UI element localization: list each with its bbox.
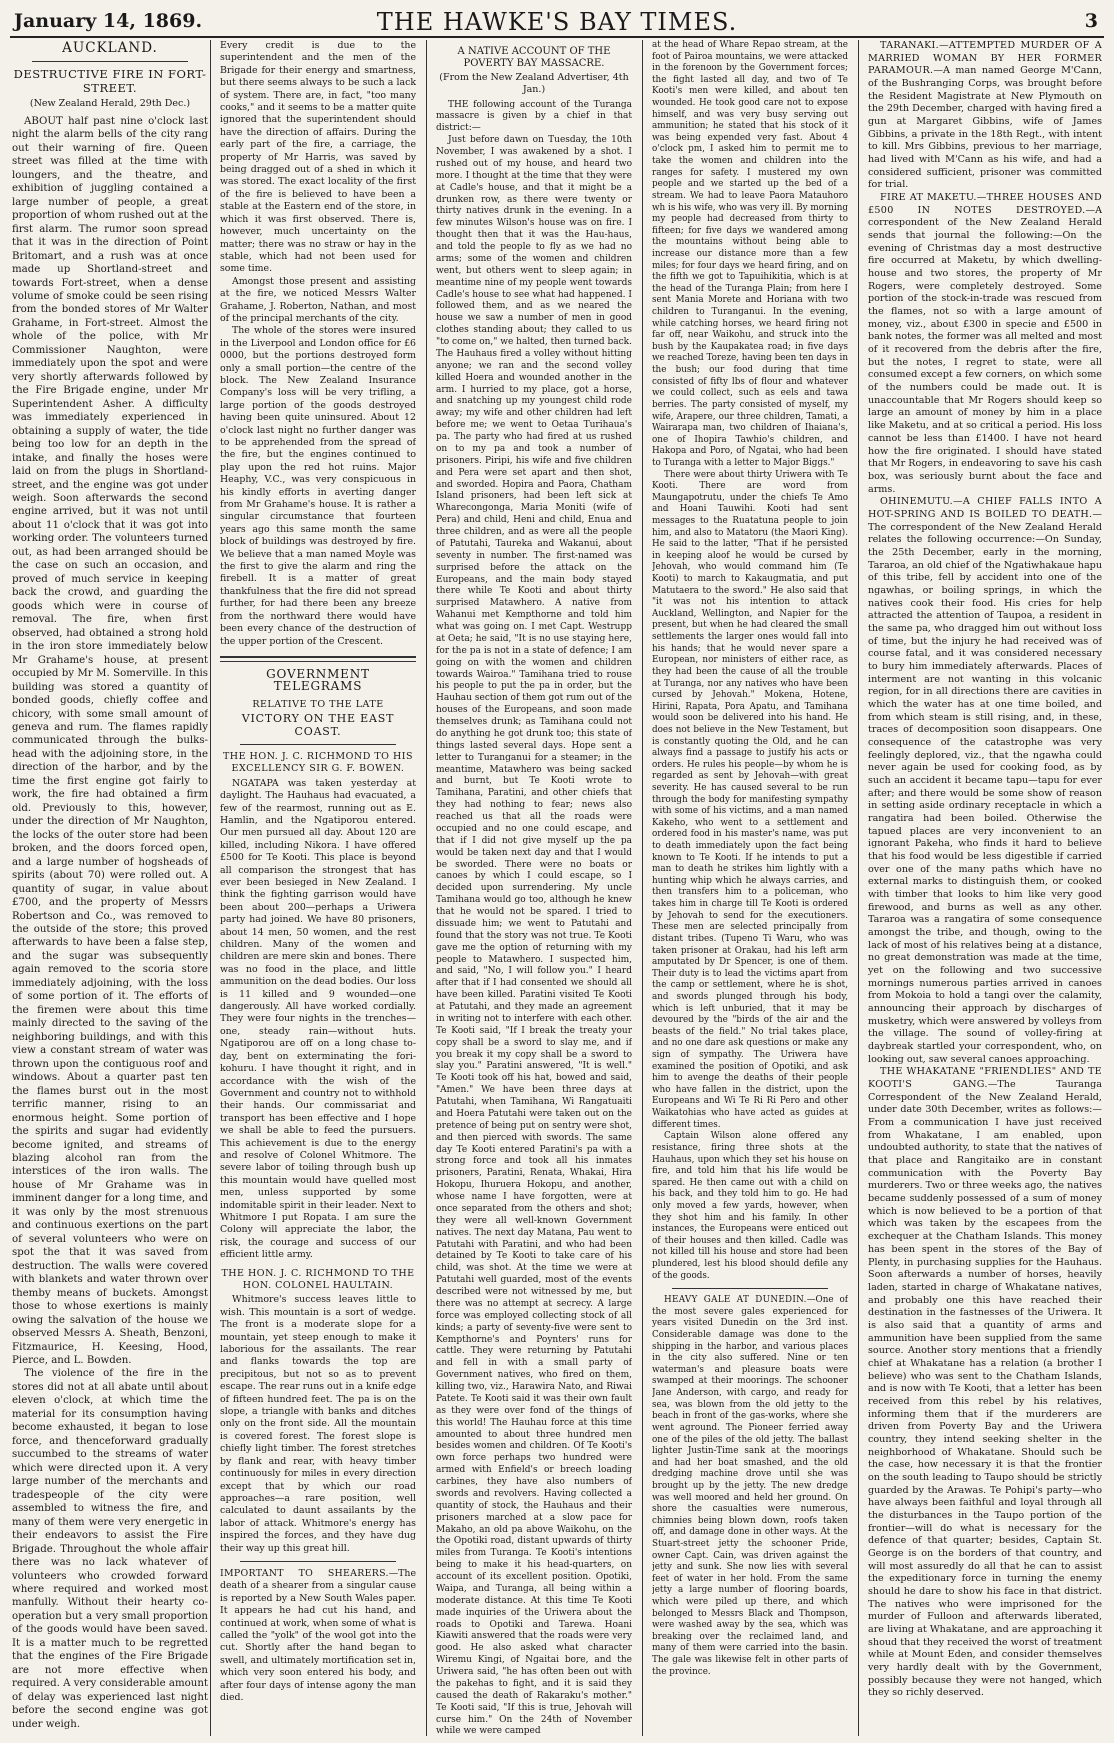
article-text: —The death of a shearer from a singular cause is reported by a New South Wales paper. It appears he had cut his hand, and continued at work, when some of what is called the "yolk" of the wool got into the cut. Shortly after the hand began to swell, and ultimately mortification set in, which very soon entered his body, and after four days of intense agony the man died. — [220, 1567, 416, 1703]
article-source: (New Zealand Herald, 29th Dec.) — [29, 98, 191, 110]
column-4 — [652, 40, 848, 1738]
article-paragraph: Every credit is due to the superintendent and the men of the Brigade for their energy and smartness, but there seems always to be such a lack of system. There are, in fact, "too many cooks," and it seems to be a matter quite ignored that the superintendent should have the direction of affairs. During the early part of the fire, a carriage, the property of Mr Harris, was saved by being dragged out of a shed in which it was stored. The exact locality of the first of the fire is believed to have been a stable at the Eastern end of the store, in which it was first observed. There is, however, much uncertainty on the matter; there was no straw or hay in the stable, which had not been used for some time. — [220, 40, 416, 275]
article-paragraph: THE following account of the Turanga massacre is given by a chief in that district:— — [436, 99, 632, 134]
paragraph-label: HEAVY GALE AT DUNEDIN. — [664, 1295, 807, 1306]
section-heading-auckland: AUCKLAND. — [62, 40, 158, 56]
paragraph-label: THE WHAKATANE "FRIENDLIES" AND TE KOOTI'S GANG. — [868, 1066, 1102, 1091]
double-rule — [220, 656, 416, 662]
article-text: —The Tauranga Correspondent of the New Zealand Herald, under date 30th December, writes as follows:—From a communication I have just received from Whakatane, I am enabled, upon undoubted authority, to state that the natives of that place and Rangitaiko are in constant communication with the Poverty Bay murderers. Two or three weeks ago, the natives became suddenly possessed of a sum of money which is now believed to be a portion of that which was taken by the escapees from the exchequer at the Chatham Islands. This money has been spent in the stores of the Bay of Plenty, in purchasing supplies for the Hauhaus. Soon afterwards a number of horses, heavily laden, started in charge of Whakatane natives, and probably one this have reached their destination in the fastnesses of the Uriwera. It is also said that a quantity of arms and ammunition have been supplied from the same source. Another story mentions that a friendly chief at Whakatane has a relation (a brother I believe) who was sent to the Chatham Islands, and is now with Te Kooti, that a letter has been received from this rebel by his relatives, informing them that if the murderers are driven from Poverty Bay and the Uriwera country, they intend seeking shelter in the neighborhood of Whakatane. Should such be the case, how necessary it is that the frontier on the south leading to Taupo should be strictly guarded by the Arawas. Te Pohipi's party—who have always been faithful and loyal through all the disturbances in the Taupo portion of the frontier—will do what is necessary for the defence of that quarter; besides, Captain St. George is on the borders of that country, and will most assuredly do all that he can to assist the expeditionary force in turning the enemy should he dare to show his face in that district. The natives who were imprisoned for the murder of Fulloon and afterwards liberated, are living at Whakatane, and are approaching it shoud that they received the worst of treatment while at Mount Eden, and consider themselves very hardly dealt with by the Government, possibly because they were not hanged, which they so richly deserved. — [868, 1079, 1102, 1699]
article-paragraph: Captain Wilson alone offered any resistance, firing three shots at the Hauhaus, upon which they set his house on fire, and told him that his life would be spared. He then came out with a child on his back, and they told him to go. He had only moved a few yards, however, when they shot him and his family. In other instances, the Europeans were enticed out of their houses and then killed. Cadle was not killed till his house and store had been plundered, lest his blood should defile any of the goods. — [652, 1131, 848, 1281]
article-gale — [652, 1295, 848, 1678]
telegram-sender: THE HON. J. C. RICHMOND TO HIS EXCELLENCY SIR G. F. BOWEN. — [222, 750, 414, 775]
article-shearers — [220, 1568, 416, 1704]
paragraph-label: FIRE AT MAKETU.—THREE HOUSES AND £500 IN NOTES DESTROYED. — [868, 192, 1102, 216]
column-3 — [436, 40, 632, 1738]
article-taranaki — [868, 40, 1102, 192]
divider — [672, 1288, 828, 1289]
article-text: —A correspondent of the New Zealand Herald sends that journal the following:—On the evening of Christmas day a most destructive fire occurred at Maketu, by which dwelling-house and two stores, the property of Mr Rogers, were completely destroyed. Some portion of the stock-in-trade was rescued from the flames, not so with a large amount of money, viz., about £300 in specie and £500 in bank notes, the former was all melted and most of it recovered from the debris after the fire, but the notes, I regret to state, were all consumed except a few corners, on which some of the numbers could be made out. It is unaccountable that Mr Rogers should keep so large an amount of money by him in a place like Maketu, and at so critical a period. His loss cannot be less than £1400. I have not heard how the fire originated. I should have stated that Mr Rogers, in endeavoring to save his cash box, was seriously burnt about the face and arms. — [868, 204, 1102, 495]
article-text: —One of the most severe gales experienced for years visited Dunedin on the 3rd inst. Considerable damage was done to the shipping in the harbor, and various places in the city also suffered. Nine or ten waterman's and pleasure boats were swamped at their moorings. The schooner Jane Anderson, with cargo, and ready for sea, was blown from the old jetty to the beach in front of the gas-works, where she went aground. The Pioneer ferried away one of the piles of the old jetty. The ballast lighter Justin-Time sank at the moorings and had her boat smashed, and the old dredging machine drove until she was brought up by the jetty. The new dredge was well moored and held her ground. On shore the casualties were numerous, chimnies being blown down, roofs taken off, and damage done in other ways. At the Stuart-street jetty the schooner Pride, owner Capt. Cain, was driven against the jetty and sunk. She now lies with several feet of water in her hold. From the same jetty a large number of flooring boards, which were piled up there, and which belonged to Messrs Black and Thompson, were washed away by the sea, which was breaking over the reclaimed land, and many of them were carried into the basin. The gale was likewise felt in other parts of the province. — [652, 1295, 848, 1677]
telegram-body: Whitmore's success leaves little to wish. This mountain is a sort of wedge. The front is a moderate slope for a mountain, yet steep enough to make it laborious for the assailants. The rear and flanks towards the top are precipitous, but not so as to prevent escape. The rear runs out in a knife edge of fifteen hundred feet. The pa is on the slope, a triangle with banks and ditches only on the front side. All the mountain is covered forest. The forest slope is chiefly light timber. The forest stretches by flank and rear, with heavy timber continuously for miles in every direction except that by which our road approaches—a rare position, well calculated to daunt assailants by the labor of attack. Whitmore's energy has inspired the forces, and they have dug their way up this great hill. — [220, 1294, 416, 1554]
issue-date: January 14, 1869. — [14, 10, 203, 32]
article-paragraph: Amongst those present and assisting at the fire, we noticed Messrs Walter Grahame, J. Roberton, Nathan, and most of the principal merchants of the city. — [220, 275, 416, 324]
page-number: 3 — [1084, 10, 1098, 32]
article-paragraph: The whole of the stores were insured in the Liverpool and London office for £6 0000, but the portions destroyed form only a small portion—the centre of the block. The New Zealand Insurance Company's loss will be very trifling, a large portion of the goods destroyed having been quite uninsured. About 12 o'clock last night no further danger was to be apprehended from the spread of the fire, but the engines continued to play upon the red hot ruins. Major Heaphy, V.C., was very conspicuous in his kindly efforts in averting danger from Mr Grahame's house. It is rather a singular circumstance that fourteen years ago this same month the same block of buildings was destroyed by fire. We believe that a man named Moyle was the first to give the alarm and ring the firebell. It is a matter of great thankfulness that the fire did not spread further, for had there been any breeze from the northward there would have been every chance of the destruction of the upper portion of the Crescent. — [220, 325, 416, 647]
article-paragraph: ABOUT half past nine o'clock last night the alarm bells of the city rang out their warning of fire. Queen street was filled at the time with loungers, and the theatre, and exhibition of juggling contained a large number of people, a great proportion of whom rushed out at the first alarm. The rumor soon spread that it was in the direction of Point Britomart, and a rush was at once made up Shortland-street and towards Fort-street, when a dense volume of smoke could be seen rising from the bonded stores of Mr Walter Grahame, in Fort-street. Almost the whole of the police, with Mr Commissioner Naughton, were immediately upon the spot and were very shortly afterwards followed by the Fire Brigade engine, under Mr Superintendent Asher. A difficulty was immediately experienced in obtaining a supply of water, the tide being too low for an depth in the intake, and finally the hoses were laid on from the plugs in Shortland-street, and the engine was got under weigh. Soon afterwards the second engine arrived, but it was not until about 11 o'clock that it was got into working order. The volunteers turned out, as had been arranged should be the case on such an occasion, and proved of much service in keeping back the crowd, and guarding the goods which were in course of removal. The fire, when first observed, had obtained a strong hold in the iron store immediately below Mr Grahame's house, at present occupied by Mr M. Somerville. In this building was stored a quantity of bonded goods, chiefly coffee and chicory, with some small amount of geneva and rum. The flames rapidly communicated through the bulks-head with the adjoining store, in the direction of the harbor, and by the time the first engine got fairly to work, the fire had obtained a firm old. Previously to this, however, under the direction of Mr Naughton, the locks of the outer store had been broken, and the doors forced open, and a large number of hogsheads of spirits (about 70) were rolled out. A quantity of sugar, in value about £700, and the property of Messrs Robertson and Co., was removed to the outside of the store; this proved afterwards to have been a false step, and the sugar was subsequently again removed to the scoria store immediately adjoining, with the loss of some portion of it. The efforts of the firemen were about this time mainly directed to the saving of the neighboring buildings, and with this view a constant stream of water was thrown upon the contiguous roof and windows. About a quarter past ten the flames burst out in the most terrific manner, rising to an enormous height. Some portion of the spirits and sugar had evidently become ignited, and streams of blazing alcohol ran from the interstices of the iron walls. The house of Mr Grahame was in imminent danger for a long time, and it was only by the most strenuous and continuous exertions on the part of several volunteers who were on spot the that it was saved from destruction. The walls were covered with blankets and water thrown over themby means of buckets. Amongst those to whose exertions is mainly owing the salvation of the house we observed Messrs A. Sheath, Benzoni, Fitzmaurice, H. Keesing, Hood, Pierce, and L. Bowden. — [12, 115, 208, 1366]
article-title-massacre: A NATIVE ACCOUNT OF THE POVERTY BAY MASSACRE. — [457, 46, 611, 69]
column-rule — [858, 40, 859, 1736]
telegram-body: NGATAPA was taken yesterday at daylight. The Hauhaus had evacuated, a few of the rearmost, running out as E. Hamlin, and the Ngatiporou entered. Our men pursued all day. About 120 are killed, including Nikora. I have offered £500 for Te Kooti. This place is beyond all comparison the strongest that has ever been besieged in New Zealand. I think the fighting garrison would have been about 200—perhaps a Uriwera party had joined. We have 80 prisoners, about 14 men, 50 women, and the rest children. Many of the women and children are mere skin and bones. There was no food in the place, and little ammunition on the dead bodies. Our loss is 11 killed and 9 wounded—one dangerously. All have worked cordially. They were four nights in the trenches—one, steady rain—without huts. Ngatiporou are off on a long chase to-day, bent on exterminating the fori-kohuru. I have thought it right, and in accordance with the wish of the Government and country not to withhold their hands. Our commissariat and transport has been effective and I hope we shall be able to feed the pursuers. This achievement is due to the energy and resolve of Colonel Whitmore. The severe labor of toiling through bush up this mountain would have quelled most men, unless supported by some indomitable spirit in their leader. Next to Whitmore I put Ropata. I am sure the Colony will appreciate the labor, the risk, the courage and success of our efficient little army. — [220, 777, 416, 1261]
column-1 — [12, 40, 208, 1738]
article-ohinemutu — [868, 496, 1102, 1066]
article-paragraph: The violence of the fire in the stores did not at all abate until about eleven o'clock, at which time the material for its consumption having become exhausted, it began to lose force, and thenceforward gradually succumbed to the streams of water which were directed upon it. A very large number of the merchants and tradespeople of the city were assembled to witness the fire, and many of them were very energetic in their endeavors to assist the Fire Brigade. Throughout the whole affair there was no lack whatever of volunteers who crowded forward where required and worked most manfully. Without their hearty co-operation but a very small proportion of the goods would have been saved. It is a matter much to be regretted that the engines of the Fire Brigade are not more effective when required. A very considerable amount of delay was experienced last night before the second engine was got under weigh. — [12, 1368, 208, 1730]
masthead — [10, 8, 1104, 38]
newspaper-title: THE HAWKE'S BAY TIMES. — [376, 8, 738, 36]
divider — [240, 744, 396, 745]
column-5 — [868, 40, 1102, 1738]
divider — [32, 61, 188, 62]
paragraph-label: TARANAKI.—ATTEMPTED MURDER OF A MARRIED WOMAN BY HER FORMER PARAMOUR. — [868, 40, 1102, 77]
paragraph-label: OHINEMUTU.—A CHIEF FALLS INTO A HOT-SPRING AND IS BOILED TO DEATH. — [868, 496, 1102, 520]
telegram-sender: THE HON. J. C. RICHMOND TO THE HON. COLONEL HAULTAIN. — [221, 1267, 415, 1291]
article-paragraph: There were about thirty Uriwera with Te Kooti. There are word from Maungapotrutu, under the chiefs Te Amo and Hoani Tauwihi. Kooti had sent messages to the Ruatatuna people to join him, and also to Matatoru (the Maori King). He said to the latter, "That if he persisted in keeping aloof he would be cursed by Jehovah, who would command him (Te Kooti) to march to Kakaugmatia, and put Matutaera to the sword." He also said that "it was not his intention to attack Auckland, Wellington, and Napier for the present, but when he had cleared the small settlements the larger ones would fall into his hands; that he would never spare a European, nor ministers of either race, as they had been the cause of all the trouble at Turanga, nor any natives who have been cursed by Jehovah." Mokena, Hotene, Hirini, Rapata, Pora Apatu, and Tamihana would soon be delivered into his hand. He does not believe in the New Testament, but is constantly quoting the Old, and he can always find a passage to justify his acts or orders. He rules his people—by whom he is regarded as sent by Jehovah—with great severity. He has caused several to be run through the body for manifesting sympathy with some of his victims, and a man named Kakeho, who went to a settlement and ordered food in his master's name, was put to death immediately upon the fact being known to Te Kooti. If he intends to put a man to death he strikes him lightly with a hunting whip which he always carries, and then transfers him to a policeman, who takes him in charge till Te Kooti is ordered by Jehovah to send for the executioners. These men are selected principally from distant tribes. (Tupeno Ti Waru, who was taken prisoner at Orakau, had his left arm amputated by Dr Spencer, is one of them. Their duty is to lead the victims apart from the camp or settlement, where he is shot, and swords plunged through his body, which is left unburied, that it may be devoured by the "birds of the air and the beasts of the field." No trial takes place, and no one dare ask questions or make any sign of sympathy. The Uriwera have examined the position of Opotiki, and ask him to avenge the deaths of their people who have fallen in the district, upon the Europeans and Wi Te Ri Ri Pero and other Waikatohias who have acted as guides at different times. — [652, 469, 848, 1130]
column-rule — [426, 40, 427, 1736]
article-whakatane — [868, 1066, 1102, 1700]
telegrams-heading: GOVERNMENT TELEGRAMS — [266, 666, 370, 694]
column-rule — [642, 40, 643, 1736]
article-paragraph: at the head of Whare Repao stream, at the foot of Pairoa mountains, we were attacked in the forenoon by the Government forces; the fight lasted all day, and two of Te Kooti's men were killed, and about ten wounded. He took good care not to expose himself, and was very busy serving out ammunition; he stated that his stock of it was being expended very fast. About 4 o'clock pm, I asked him to permit me to take the women and children into the ranges for safety. I mustered my own people and we started up the bed of a stream. We had to leave Paora Matauhoro wh is his wife, who was very ill. By morning my people had decreased from thirty to fifteen; for five days we wandered among the mountains without being able to increase our distance more than a few miles; for four days we heard firing, and on the fifth we got to Tapuihikitia, which is at the head of the Turanga Plain; from here I sent Mania Morete and Horiana with two children to Turanganui. In the evening, while catching horses, we heard firing not far off, near Waikohu, and struck into the bush by the Kaupakatea road; in five days we reached Toreze, having been ten days in the bush; our food during that time consisted of fifty lbs of flour and whatever we could collect, such as eels and tawa berries. The party consisted of myself, my wife, Arapere, our three children, Tamati, a Wairarapa man, two children of Ihaiana's, one of Ihopira Tawhio's children, and Hakopa and Poro, of Ngatai, who had been to Turanga with a letter to Major Biggs." — [652, 40, 848, 468]
article-maketu — [868, 192, 1102, 496]
paragraph-label: IMPORTANT TO SHEARERS. — [220, 1567, 389, 1579]
column-2 — [220, 40, 416, 1738]
article-text: —The correspondent of the New Zealand Herald relates the following occurrence:—On Sunday, the 25th December, early in the morning, Tararoa, an old chief of the Ngatiwhakaue hapu of this tribe, fell by accident into one of the ngawhas, or boiling springs, in which the natives cook their food. His cries for help attracted the attention of Taupoa, a resident in the same pa, who dragged him out without loss of time, but the injury he had received was of course fatal, and it was considered necessary to bury him immediately afterwards. Places of interment are not wanting in this volcanic region, for in all directions there are cavities in which the water has at one time boiled, and from which steam is still rising, and, in these, traces of decomposition soon disappears. One consequence of the catastrophe was very feelingly deplored, viz., that the ngawha could never again be used for cooking food, as by such an accident it became tapu—tapu for ever after; and there would be some show of reason in setting aside ordinary receptacle in which a rangatira had been boiled. Otherwise the tapued places are very inconvenient to an ignorant Pakeha, who finds it hard to believe that his food would be less digestible if carried over one of the many paths which have no external marks to distinguish them, or cooked with timber that looks to him like very good firewood, and burns as well as any other. Tararoa was a rangatira of some consequence amongst the tribe, and though, owing to the lack of most of his relatives being at a distance, no great demonstration was made at the time, yet on the following and two successive mornings numerous parties arrived in canoes from Mokoia to hold a tangi over the calamity, announcing their approach by discharges of musketry, which were answered by volleys from the village. The sound of volley-firing at daybreak startled your correspondent, who, on looking out, saw several canoes approaching. — [868, 508, 1102, 1065]
article-source: (From the New Zealand Advertiser, 4th Jan.) — [439, 71, 629, 95]
divider — [240, 1561, 396, 1562]
article-text: —A man named George M'Cann, of the Bushranging Corps, was brought before the Resident Magistrate at New Plymouth on the 29th December, charged with having fired a gun at Margaret Gibbins, wife of James Gibbins, a private in the 18th Regt., with intent to kill. Mrs Gibbins, previous to her marriage, had lived with M'Cann as his wife, and had a considered sufficient, prisoner was committed for trial. — [868, 65, 1102, 191]
article-paragraph: Just before dawn on Tuesday, the 10th November, I was awakened by a shot. I rushed out of my house, and heard two more. I thought at the time that they were at Cadle's house, and that it might be a drunken row, as there were twenty or thirty natives drunk in the evening. In a few minutes Wilson's house was on fire. I thought then that it was the Hau-haus, and told the people to fly as we had no arms; some of the women and children went, but others went to sleep again; in meantime nine of my people went towards Cadle's house to see what had happened. I followed them, and as we neared the house we saw a number of men in good clothes standing about; they called to us "to come on," we halted, then turned back. The Hauhaus fired a volley without hitting anyone; we ran and the second volley killed Hoera and wounded another in the arm. I hurried to my place, got a horse, and snatching up my youngest child rode away; my wife and other children had left before me; we went to Oetaa Turihaua's pa. The party who had fired at us rushed on to my pa and took a number of prisoners. Piripi, his wife and five children and Pera were set apart and then shot, and sworded. Hopira and Paora, Chatham Island prisoners, had been left sick at Wharecongonga, Maria Moniti (wife of Pera) and child, Heni and child, Enua and three children, and as were all the people of Patutahi, Taureka and Wakanui, about seventy in number. The first-named was surprised before the attack on the Europeans, and the main body stayed there while Te Kooti and about thirty surprised Matawhero. A native from Wahanui met Kempthorne and told him what was going on. I met Capt. Westrupp at Oeta; he said, "It is no use staying here, for the pa is not in a state of defence; I am going on with the women and children towards Wairoa." Tamihana tried to rouse his people to put the pa in order, but the Hauhau section of them got rum out of the houses of the Europeans, and soon made themselves drunk; as Tamihana could not do anything he got drunk too; this state of things lasted several days. Hope sent a letter to Turanganui for a steamer; in the meantime, Matawhero was being sacked and burnt, but Te Kooti wrote to Tamihana, Paratini, and other chiefs that they had nothing to fear; news also reached us that all the roads were occupied and no one could escape, and that if I did not give myself up the pa would be taken next day and that I would be sworded. There were no boats or canoes by which I could escape, so I decided upon surrendering. My uncle Tamihana would go too, although he knew that he would not be spared. I tried to dissuade him; we went to Patutahi and found that the story was not true. Te Kooti gave me the option of returning with my people to Matawhero. I suspected him, and said, "No, I will follow you." I heard after that if I had consented we should all have been killed. Paratini visited Te Kooti at Patutahi, and they made an agreement in writing not to interfere with each other. Te Kooti said, "If I break the treaty your copy shall be a sword to slay me, and if you break it my copy shall be a sword to slay you." Paratini answered, "It is well." Te Kooti took off his hat, bowed and said, "Amen." We have been three days at Patutahi, when Tamihana, Wi Rangatuaiti and Hoera Patutahi were taken out on the pretence of being put on sentry were shot, and then pierced with swords. The same day Te Kooti entered Paratini's pa with a strong force and took all his inmates prisoners, Paratini, Renata, Whakai, Hira Hokopu, Ihuruera Hokopu, and another, whose name I have forgotten, were at once separated from the others and shot; they were all well-known Government natives. The next day Matana, Pau went to Patutahi with Paratini, and who had been detained by Te Kooti to take care of his child, was shot. At the time we were at Patutahi well guarded, most of the events described were not witnessed by me, but there was no attempt at secrecy. A large force was employed collecting stock of all kinds; a party of seventy-five were sent to Kempthorne's and Poynters' runs for cattle. They were returning by Patutahi and fell in with a small party of Government natives, who fired on them, killing two, viz., Harawira Nato, and Riwai Patete. Te Kooti said it was their own fault as they were over fond of the things of this world! The Hauhau force at this time amounted to about three hundred men besides women and children. Of Te Kooti's own force perhaps two hundred were armed with Enfield's or breech loading carbines, they have also numbers of swords and revolvers. Having collected a quantity of stock, the Hauhaus and their prisoners marched at a slow pace for Makaho, an old pa above Waikohu, on the the Opotiki road, distant upwards of thirty miles from Turanga. Te Kooti's intentions being to make it his head-quarters, on account of its excellent position. Opotiki, Waipa, and Turanga, all being within a moderate distance. At this time Te Kooti made inquiries of the Uriwera about the roads to Opotiki and Tarewa. Hoani Kiawiti answered that the roads were very good. He also asked what character Wiremu Kingi, of Ngaitai bore, and the Uriwera said, "he has often been out with the pakehas to fight, and it is said they caused the death of Rakaraku's mother." Te Kooti said, "If this is true, Jehovah will curse him." On the 24th of November while we were camped — [436, 135, 632, 1737]
column-rule — [210, 40, 211, 1736]
telegrams-title: VICTORY ON THE EAST COAST. — [241, 712, 395, 738]
telegrams-subheading: RELATIVE TO THE LATE — [252, 698, 384, 710]
article-title-fire: DESTRUCTIVE FIRE IN FORT-STREET. — [13, 67, 207, 95]
